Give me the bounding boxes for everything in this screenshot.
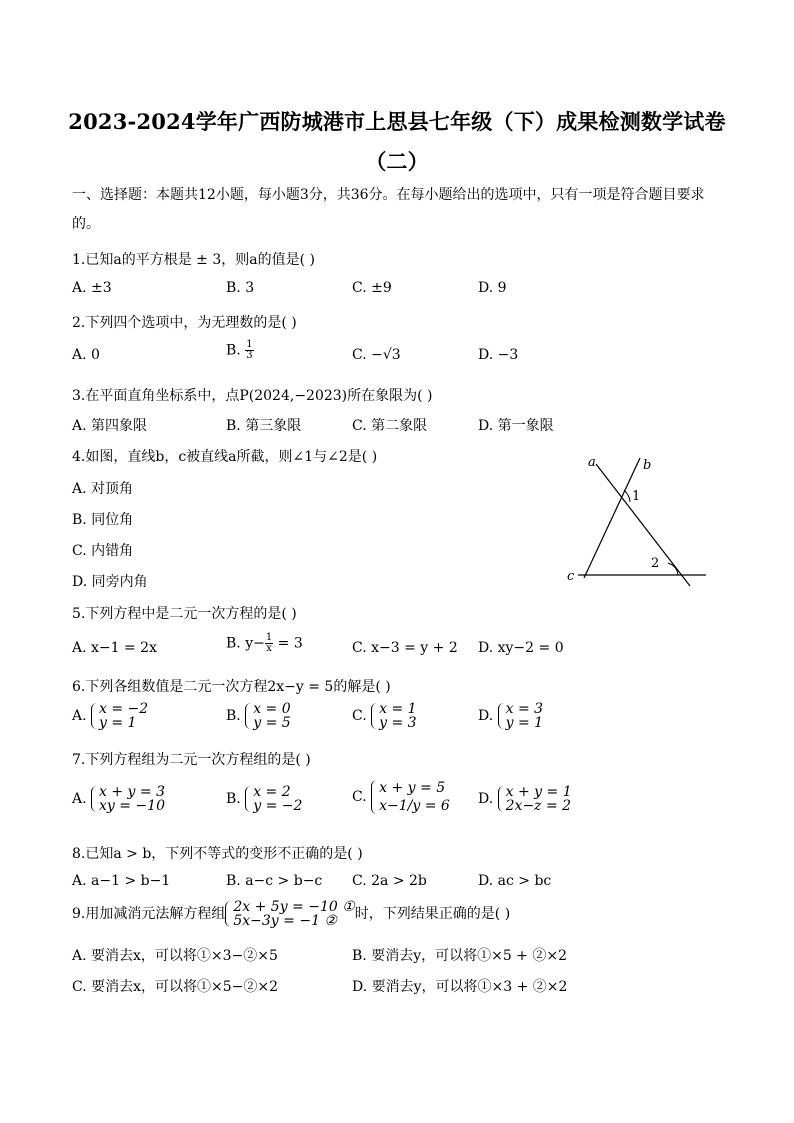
q1-option-a: A. ±3 bbox=[72, 280, 112, 296]
equation-system: x = −2 y = 1 bbox=[91, 702, 148, 730]
exam-subtitle: （二） bbox=[365, 149, 429, 174]
q5-option-c: C. x−3 = y + 2 bbox=[352, 640, 458, 656]
equation-system: x = 2 y = −2 bbox=[245, 785, 302, 813]
angle-figure bbox=[560, 452, 720, 592]
question-1: 1.已知a的平方根是 ± 3，则a的值是( ) bbox=[72, 252, 315, 268]
exam-title: 2023-2024学年广西防城港市上思县七年级（下）成果检测数学试卷 bbox=[68, 109, 726, 134]
q6-option-a: A. x = −2 y = 1 bbox=[72, 701, 149, 731]
q2-option-b bbox=[226, 340, 254, 361]
q3-option-d: D. 第一象限 bbox=[478, 418, 554, 434]
q2-option-c: C. −√3 bbox=[352, 347, 401, 363]
q5-option-b-tail: = 3 bbox=[277, 635, 303, 652]
question-9: 9.用加减消元法解方程组 2x + 5y = −10 ① 5x−3y = −1 ② 时，下列结果正确的是( ) bbox=[72, 899, 511, 929]
q9-option-c: C. 要消去x，可以将①×5−②×2 bbox=[72, 979, 279, 995]
q4-option-a: A. 对顶角 bbox=[72, 481, 134, 497]
q2-option-a: A. 0 bbox=[72, 347, 100, 363]
q5-option-a: A. x−1 = 2x bbox=[72, 640, 157, 656]
question-8: 8.已知a > b，下列不等式的变形不正确的是( ) bbox=[72, 846, 363, 862]
equation-system: 2x + 5y = −10 ① 5x−3y = −1 ② bbox=[225, 900, 354, 928]
equation-system: x = 0 y = 5 bbox=[245, 702, 290, 730]
q4-option-d: D. 同旁内角 bbox=[72, 574, 148, 590]
question-6: 6.下列各组数值是二元一次方程2x−y = 5的解是( ) bbox=[72, 679, 391, 695]
q3-option-c: C. 第二象限 bbox=[352, 418, 428, 434]
q9-option-d: D. 要消去y，可以将①×3 + ②×2 bbox=[352, 979, 568, 995]
equation-system: x = 3 y = 1 bbox=[498, 702, 543, 730]
q7-option-a: A. x + y = 3 xy = −10 bbox=[72, 784, 165, 814]
q1-option-d: D. 9 bbox=[478, 280, 507, 296]
section-instructions: 一、选择题：本题共12小题，每小题3分，共36分。在每小题给出的选项中，只有一项是符合题目要求的。 bbox=[72, 187, 705, 232]
angle-2-label: 2 bbox=[651, 556, 660, 571]
q8-option-d: D. ac > bc bbox=[478, 873, 552, 889]
equation-system: x + y = 3 xy = −10 bbox=[91, 785, 165, 813]
question-7: 7.下列方程组为二元一次方程组的是( ) bbox=[72, 752, 311, 768]
label-c: c bbox=[567, 569, 575, 584]
label-a: a bbox=[588, 455, 596, 470]
q2-option-d: D. −3 bbox=[478, 347, 519, 363]
q8-option-c: C. 2a > 2b bbox=[352, 873, 427, 889]
equation-system: x + y = 5 x−1/y = 6 bbox=[371, 779, 450, 815]
fraction: $\frac{1}{3}$ bbox=[246, 339, 253, 361]
line-a bbox=[596, 464, 690, 586]
fraction: $\frac{1}{x}$ bbox=[265, 632, 273, 654]
q8-option-a: A. a−1 > b−1 bbox=[72, 873, 171, 889]
equation-system: x + y = 1 2x−z = 2 bbox=[498, 785, 572, 813]
q5-option-b bbox=[226, 633, 303, 654]
q5-option-b-label: B. y− bbox=[226, 635, 265, 652]
question-5: 5.下列方程中是二元一次方程的是( ) bbox=[72, 606, 297, 622]
q7-option-d: D. x + y = 1 2x−z = 2 bbox=[478, 784, 572, 814]
q7-option-b: B. x = 2 y = −2 bbox=[226, 784, 303, 814]
q9-option-b: B. 要消去y，可以将①×5 + ②×2 bbox=[352, 948, 568, 964]
q4-option-b: B. 同位角 bbox=[72, 512, 134, 528]
q7-option-c: C. x + y = 5 x−1/y = 6 bbox=[352, 780, 450, 814]
q8-option-b: B. a−c > b−c bbox=[226, 873, 323, 889]
q1-option-b: B. 3 bbox=[226, 280, 255, 296]
q5-option-d: D. xy−2 = 0 bbox=[478, 640, 564, 656]
q3-option-b: B. 第三象限 bbox=[226, 418, 302, 434]
question-4: 4.如图，直线b，c被直线a所截，则∠1与∠2是( ) bbox=[72, 449, 378, 465]
q6-option-d: D. x = 3 y = 1 bbox=[478, 701, 544, 731]
question-2: 2.下列四个选项中，为无理数的是( ) bbox=[72, 315, 297, 331]
q2-option-b-label: B. bbox=[226, 342, 241, 359]
q9-option-a: A. 要消去x，可以将①×3−②×5 bbox=[72, 948, 278, 964]
q6-option-c: C. x = 1 y = 3 bbox=[352, 701, 417, 731]
line-b bbox=[584, 458, 640, 578]
question-3: 3.在平面直角坐标系中，点P(2024,−2023)所在象限为( ) bbox=[72, 388, 433, 404]
q6-option-b: B. x = 0 y = 5 bbox=[226, 701, 291, 731]
angle-1-arc bbox=[624, 490, 630, 502]
label-b: b bbox=[643, 458, 652, 473]
q1-option-c: C. ±9 bbox=[352, 280, 392, 296]
q3-option-a: A. 第四象限 bbox=[72, 418, 148, 434]
equation-system: x = 1 y = 3 bbox=[371, 702, 416, 730]
angle-1-label: 1 bbox=[632, 489, 641, 504]
q4-option-c: C. 内错角 bbox=[72, 543, 134, 559]
